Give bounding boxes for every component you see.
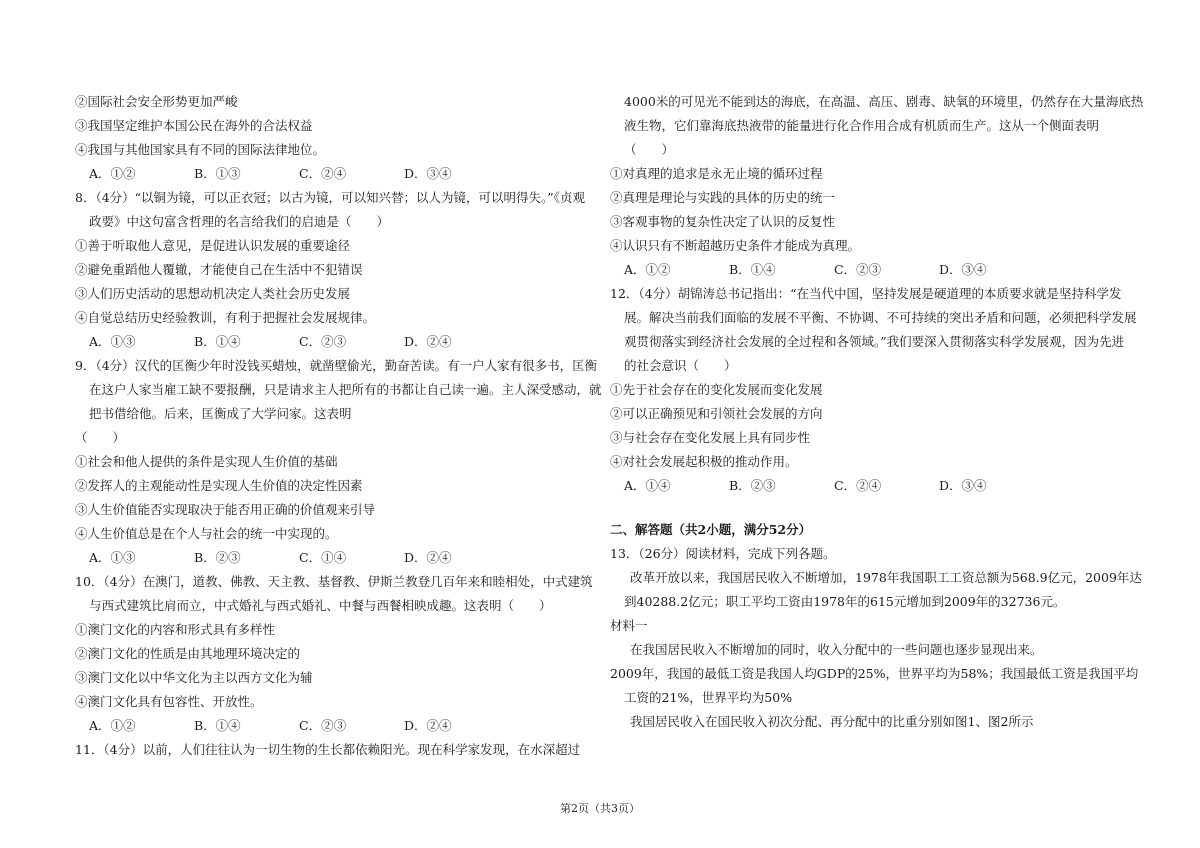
q9-stem-line3: 把书借给他。后来，匡衡成了大学问家。这表明: [89, 406, 352, 421]
q8-option-a: A．①③: [89, 334, 136, 349]
material-one-label: 材料一: [610, 618, 648, 633]
q10-stem-line2: 与西式建筑比肩而立，中式婚礼与西式婚礼、中餐与西餐相映成趣。这表明（ ）: [89, 598, 552, 613]
material-paragraph-1b: 到40288.2亿元；职工平均工资由1978年的615元增加到2009年的32736元。: [624, 594, 1066, 609]
q12-choice-3: ③与社会存在变化发展上具有同步性: [610, 430, 811, 445]
q12-options: [610, 478, 1044, 494]
q11-choice-3: ③客观事物的复杂性决定了认识的反复性: [610, 214, 836, 229]
q8-stem-line2: 政要》中这句富含哲理的名言给我们的启迪是（ ）: [89, 214, 390, 229]
q9-choice-2: ②发挥人的主观能动性是实现人生价值的决定性因素: [75, 478, 363, 493]
q9-options: [75, 550, 509, 566]
q12-choice-2: ②可以正确预见和引领社会发展的方向: [610, 406, 823, 421]
q8-options: [75, 334, 509, 350]
q7-choice-4: ④我国与其他国家具有不同的国际法律地位。: [75, 142, 326, 157]
q10-options: [75, 718, 509, 734]
q11-choice-4: ④认识只有不断超越历史条件才能成为真理。: [610, 238, 861, 253]
q7-option-a: A．①②: [89, 166, 136, 181]
q8-option-c: C．②③: [299, 334, 347, 349]
q9-option-b: B．②③: [194, 550, 241, 565]
material-paragraph-1a: 改革开放以来，我国居民收入不断增加，1978年我国职工工资总额为568.9亿元，2009年达: [630, 570, 1142, 585]
q8-option-b: B．①④: [194, 334, 241, 349]
q7-choice-3: ③我国坚定维护本国公民在海外的合法权益: [75, 118, 313, 133]
q8-stem-line1: 8．（4分）“以铜为镜，可以正衣冠；以古为镜，可以知兴替；以人为镜，可以明得失。”《贞观: [75, 190, 585, 205]
q10-stem-line1: 10．（4分）在澳门，道教、佛教、天主教、基督教、伊斯兰教登几百年来和睦相处，中式建筑: [75, 574, 593, 589]
q9-stem-line2: 在这户人家当雇工缺不要报酬，只是请求主人把所有的书都让自己读一遍。主人深受感动，就: [89, 382, 602, 397]
q12-choice-4: ④对社会发展起积极的推动作用。: [610, 454, 798, 469]
q12-option-b: B．②③: [729, 478, 776, 493]
q10-choice-1: ①澳门文化的内容和形式具有多样性: [75, 622, 276, 637]
q9-choice-3: ③人生价值能否实现取决于能否用正确的价值观来引导: [75, 502, 376, 517]
q10-option-d: D．②④: [404, 718, 452, 733]
q11-option-a: A．①②: [624, 262, 671, 277]
page-footer: 第2页（共3页）: [560, 802, 640, 815]
q12-stem-line4: 的社会意识（ ）: [624, 358, 737, 373]
material-paragraph-4: 我国居民收入在国民收入初次分配、再分配中的比重分别如图1、图2所示: [630, 714, 1034, 729]
q12-option-d: D．③④: [939, 478, 987, 493]
q9-option-a: A．①③: [89, 550, 136, 565]
q9-option-c: C．①④: [299, 550, 347, 565]
q7-options: [75, 166, 509, 182]
q12-stem-line1: 12．（4分）胡锦涛总书记指出：“在当代中国，坚持发展是硬道理的本质要求就是坚持科学发: [610, 286, 1122, 301]
q9-choice-4: ④人生价值总是在个人与社会的统一中实现的。: [75, 526, 338, 541]
q11-choice-2: ②真理是理论与实践的具体的历史的统一: [610, 190, 836, 205]
q13-stem: 13．（26分）阅读材料，完成下列各题。: [610, 546, 836, 561]
q12-option-c: C．②④: [834, 478, 882, 493]
q12-option-a: A．①④: [624, 478, 671, 493]
q9-choice-1: ①社会和他人提供的条件是实现人生价值的基础: [75, 454, 338, 469]
q9-option-d: D．②④: [404, 550, 452, 565]
q11-stem-line2: 4000米的可见光不能到达的海底，在高温、高压、剧毒、缺氧的环境里，仍然存在大量海底热: [624, 94, 1144, 109]
q7-option-b: B．①③: [194, 166, 241, 181]
q10-choice-3: ③澳门文化以中华文化为主以西方文化为辅: [75, 670, 313, 685]
q11-stem-line3: 液生物，它们靠海底热液带的能量进行化合作用合成有机质而生产。这从一个侧面表明: [624, 118, 1100, 133]
material-paragraph-3b: 工资的21%，世界平均为50%: [624, 690, 793, 705]
q9-stem-line4: （ ）: [75, 430, 126, 445]
q11-choice-1: ①对真理的追求是永无止境的循环过程: [610, 166, 823, 181]
q8-choice-3: ③人们历史活动的思想动机决定人类社会历史发展: [75, 286, 351, 301]
q10-choice-2: ②澳门文化的性质是由其地理环境决定的: [75, 646, 301, 661]
q10-choice-4: ④澳门文化具有包容性、开放性。: [75, 694, 263, 709]
q8-choice-4: ④自觉总结历史经验教训，有利于把握社会发展规律。: [75, 310, 376, 325]
q11-option-b: B．①④: [729, 262, 776, 277]
q11-option-c: C．②③: [834, 262, 882, 277]
q10-option-b: B．①④: [194, 718, 241, 733]
q8-option-d: D．②④: [404, 334, 452, 349]
q12-choice-1: ①先于社会存在的变化发展而变化发展: [610, 382, 823, 397]
q7-choice-2: ②国际社会安全形势更加严峻: [75, 94, 238, 109]
material-paragraph-3a: 2009年，我国的最低工资是我国人均GDP的25%，世界平均为58%；我国最低工资是我国平均: [610, 666, 1139, 681]
q12-stem-line3: 观贯彻落实到经济社会发展的全过程和各领域。”我们要深入贯彻落实科学发展观，因为先进: [624, 334, 1125, 349]
q11-stem-line4: （ ）: [624, 142, 675, 157]
section-2-title: 二、解答题（共2小题，满分52分）: [610, 522, 812, 537]
q7-option-c: C．②④: [299, 166, 347, 181]
q9-stem-line1: 9．（4分）汉代的匡衡少年时没钱买蜡烛，就凿壁偷光，勤奋苦读。有一户人家有很多书，匡衡: [75, 358, 598, 373]
q11-stem-line1: 11．（4分）以前，人们往往认为一切生物的生长都依赖阳光。现在科学家发现，在水深超过: [75, 742, 581, 757]
q11-option-d: D．③④: [939, 262, 987, 277]
material-paragraph-2: 在我国居民收入不断增加的同时，收入分配中的一些问题也逐步显现出来。: [630, 642, 1043, 657]
q10-option-a: A．①②: [89, 718, 136, 733]
q10-option-c: C．②③: [299, 718, 347, 733]
q8-choice-1: ①善于听取他人意见，是促进认识发展的重要途径: [75, 238, 351, 253]
q7-option-d: D．③④: [404, 166, 452, 181]
q11-options: [610, 262, 1044, 278]
q12-stem-line2: 展。解决当前我们面临的发展不平衡、不协调、不可持续的突出矛盾和问题，必须把科学发展: [624, 310, 1137, 325]
q8-choice-2: ②避免重蹈他人覆辙，才能使自己在生活中不犯错误: [75, 262, 363, 277]
